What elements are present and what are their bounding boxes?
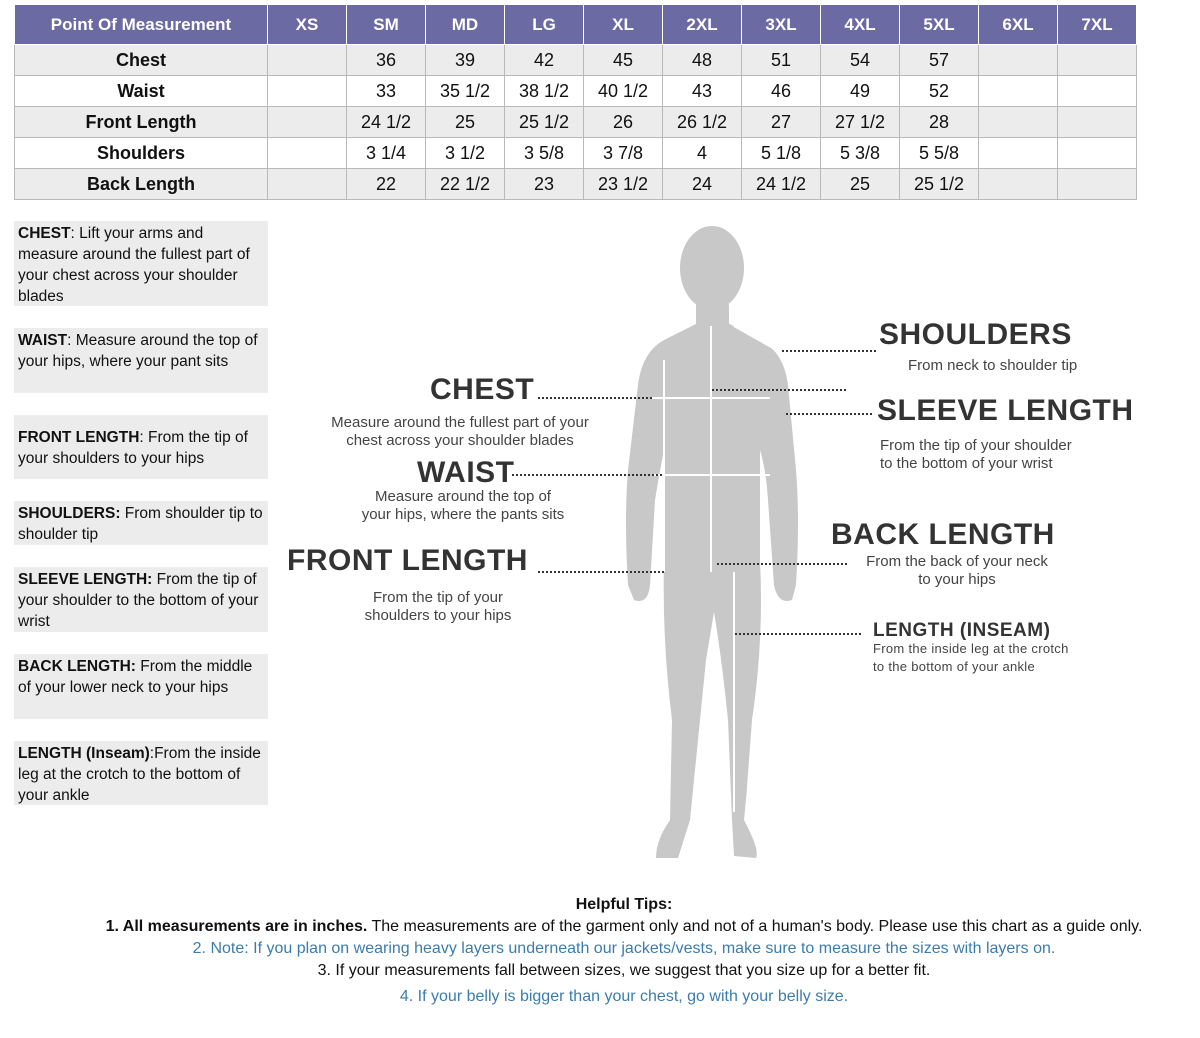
tip-4: 4. If your belly is bigger than your chest, go with your belly size. <box>399 988 849 1005</box>
table-cell: 3 5/8 <box>505 138 584 169</box>
header-cell: 3XL <box>742 5 821 45</box>
figure-legs <box>656 560 761 858</box>
header-cell: XS <box>268 5 347 45</box>
header-cell: 4XL <box>821 5 900 45</box>
table-cell: 27 1/2 <box>821 107 900 138</box>
label-back-length-desc <box>856 553 1058 589</box>
label-inseam-desc-line1: From the inside leg at the crotch <box>873 641 1069 656</box>
table-cell: 25 <box>821 169 900 200</box>
tip-2: 2. Note: If you plan on wearing heavy layers underneath our jackets/vests, make sure to measure the sizes with layers on. <box>192 940 1056 957</box>
table-cell: 27 <box>742 107 821 138</box>
label-shoulders-title: SHOULDERS <box>879 318 1072 351</box>
instruction-term: FRONT LENGTH <box>18 429 140 446</box>
table-cell: 24 <box>663 169 742 200</box>
instruction-text: : Measure around the top of your hips, where your pant sits <box>18 332 258 370</box>
table-cell: 48 <box>663 45 742 76</box>
table-cell: 26 1/2 <box>663 107 742 138</box>
table-cell: 40 1/2 <box>584 76 663 107</box>
table-cell: 3 1/4 <box>347 138 426 169</box>
label-front-length-desc-line2: shoulders to your hips <box>364 607 512 624</box>
header-cell: Point Of Measurement <box>15 5 268 45</box>
table-cell: 28 <box>900 107 979 138</box>
instruction-term: SLEEVE LENGTH: <box>18 571 153 588</box>
table-cell: Back Length <box>15 169 268 200</box>
label-back-length-desc-line1: From the back of your neck <box>866 553 1048 570</box>
label-sleeve-desc <box>880 437 1072 473</box>
instruction-term: WAIST <box>18 332 68 349</box>
label-chest-desc <box>316 414 604 450</box>
header-cell: 6XL <box>979 5 1058 45</box>
figure-head <box>680 226 744 310</box>
label-chest-desc-line2: chest across your shoulder blades <box>346 432 574 449</box>
header-cell: LG <box>505 5 584 45</box>
table-cell: 45 <box>584 45 663 76</box>
table-cell: 36 <box>347 45 426 76</box>
table-cell: 57 <box>900 45 979 76</box>
label-inseam-desc-line2: to the bottom of your ankle <box>873 659 1036 674</box>
tip-3: 3. If your measurements fall between sizes, we suggest that you size up for a better fit. <box>317 962 931 979</box>
table-cell: 52 <box>900 76 979 107</box>
instruction-text: From shoulder tip to shoulder tip <box>18 505 263 543</box>
label-inseam-desc <box>873 640 1069 676</box>
header-cell: XL <box>584 5 663 45</box>
label-waist-desc <box>346 488 580 524</box>
label-waist-title: WAIST <box>417 456 515 489</box>
table-cell: 24 1/2 <box>742 169 821 200</box>
instruction-term: BACK LENGTH: <box>18 658 136 675</box>
table-cell: 24 1/2 <box>347 107 426 138</box>
table-cell: 5 1/8 <box>742 138 821 169</box>
table-cell: 23 1/2 <box>584 169 663 200</box>
header-cell: SM <box>347 5 426 45</box>
table-cell: 25 <box>426 107 505 138</box>
header-cell: MD <box>426 5 505 45</box>
table-cell: 3 1/2 <box>426 138 505 169</box>
table-cell: Front Length <box>15 107 268 138</box>
table-cell: 5 5/8 <box>900 138 979 169</box>
header-cell: 5XL <box>900 5 979 45</box>
instruction-text: : From the tip of your shoulders to your hips <box>18 429 248 467</box>
instruction-term: CHEST <box>18 225 71 242</box>
table-cell: 54 <box>821 45 900 76</box>
table-cell: 51 <box>742 45 821 76</box>
label-front-length-title: FRONT LENGTH <box>287 544 528 577</box>
header-cell: 2XL <box>663 5 742 45</box>
tips-heading: Helpful Tips: <box>575 896 673 913</box>
table-cell: 42 <box>505 45 584 76</box>
label-shoulders-desc: From neck to shoulder tip <box>908 357 1078 374</box>
table-cell: 46 <box>742 76 821 107</box>
table-cell: 22 <box>347 169 426 200</box>
header-cell: 7XL <box>1058 5 1137 45</box>
label-front-length-desc <box>352 589 524 625</box>
label-front-length-desc-line1: From the tip of your <box>372 589 504 606</box>
table-cell: Waist <box>15 76 268 107</box>
table-cell: Chest <box>15 45 268 76</box>
instruction-text: :From the inside leg at the crotch to the bottom of your ankle <box>18 745 261 804</box>
table-cell: 25 1/2 <box>900 169 979 200</box>
tip-1-bold: 1. All measurements are in inches. <box>105 918 368 935</box>
table-cell: 25 1/2 <box>505 107 584 138</box>
label-sleeve-desc-line1: From the tip of your shoulder <box>880 437 1072 454</box>
table-cell: Shoulders <box>15 138 268 169</box>
table-cell: 4 <box>663 138 742 169</box>
tip-1-text: The measurements are of the garment only and not of a human's body. Please use this chart as a guide only. <box>367 918 1143 935</box>
table-cell: 39 <box>426 45 505 76</box>
table-cell: 5 3/8 <box>821 138 900 169</box>
table-cell: 26 <box>584 107 663 138</box>
table-cell: 49 <box>821 76 900 107</box>
table-cell: 33 <box>347 76 426 107</box>
tip-1 <box>0 918 1200 936</box>
label-sleeve-title: SLEEVE LENGTH <box>877 394 1134 427</box>
table-cell: 22 1/2 <box>426 169 505 200</box>
instruction-term: LENGTH (Inseam) <box>18 745 150 762</box>
label-back-length-title: BACK LENGTH <box>831 518 1055 551</box>
table-cell: 35 1/2 <box>426 76 505 107</box>
table-cell: 43 <box>663 76 742 107</box>
label-chest-desc-line1: Measure around the fullest part of your <box>331 414 589 431</box>
table-cell: 38 1/2 <box>505 76 584 107</box>
label-back-length-desc-line2: to your hips <box>918 571 996 588</box>
instruction-text: From the tip of your shoulder to the bottom of your wrist <box>18 571 259 630</box>
label-chest-title: CHEST <box>430 373 535 406</box>
table-cell: 23 <box>505 169 584 200</box>
label-waist-desc-line1: Measure around the top of <box>375 488 551 505</box>
table-cell: 3 7/8 <box>584 138 663 169</box>
label-waist-desc-line2: your hips, where the pants sits <box>361 506 565 523</box>
instruction-text: From the middle of your lower neck to your hips <box>18 658 253 696</box>
label-sleeve-desc-line2: to the bottom of your wrist <box>880 455 1053 472</box>
label-inseam-title: LENGTH (INSEAM) <box>873 620 1051 641</box>
instruction-text: : Lift your arms and measure around the fullest part of your chest across your shoulder blades <box>18 225 250 305</box>
instruction-term: SHOULDERS: <box>18 505 121 522</box>
